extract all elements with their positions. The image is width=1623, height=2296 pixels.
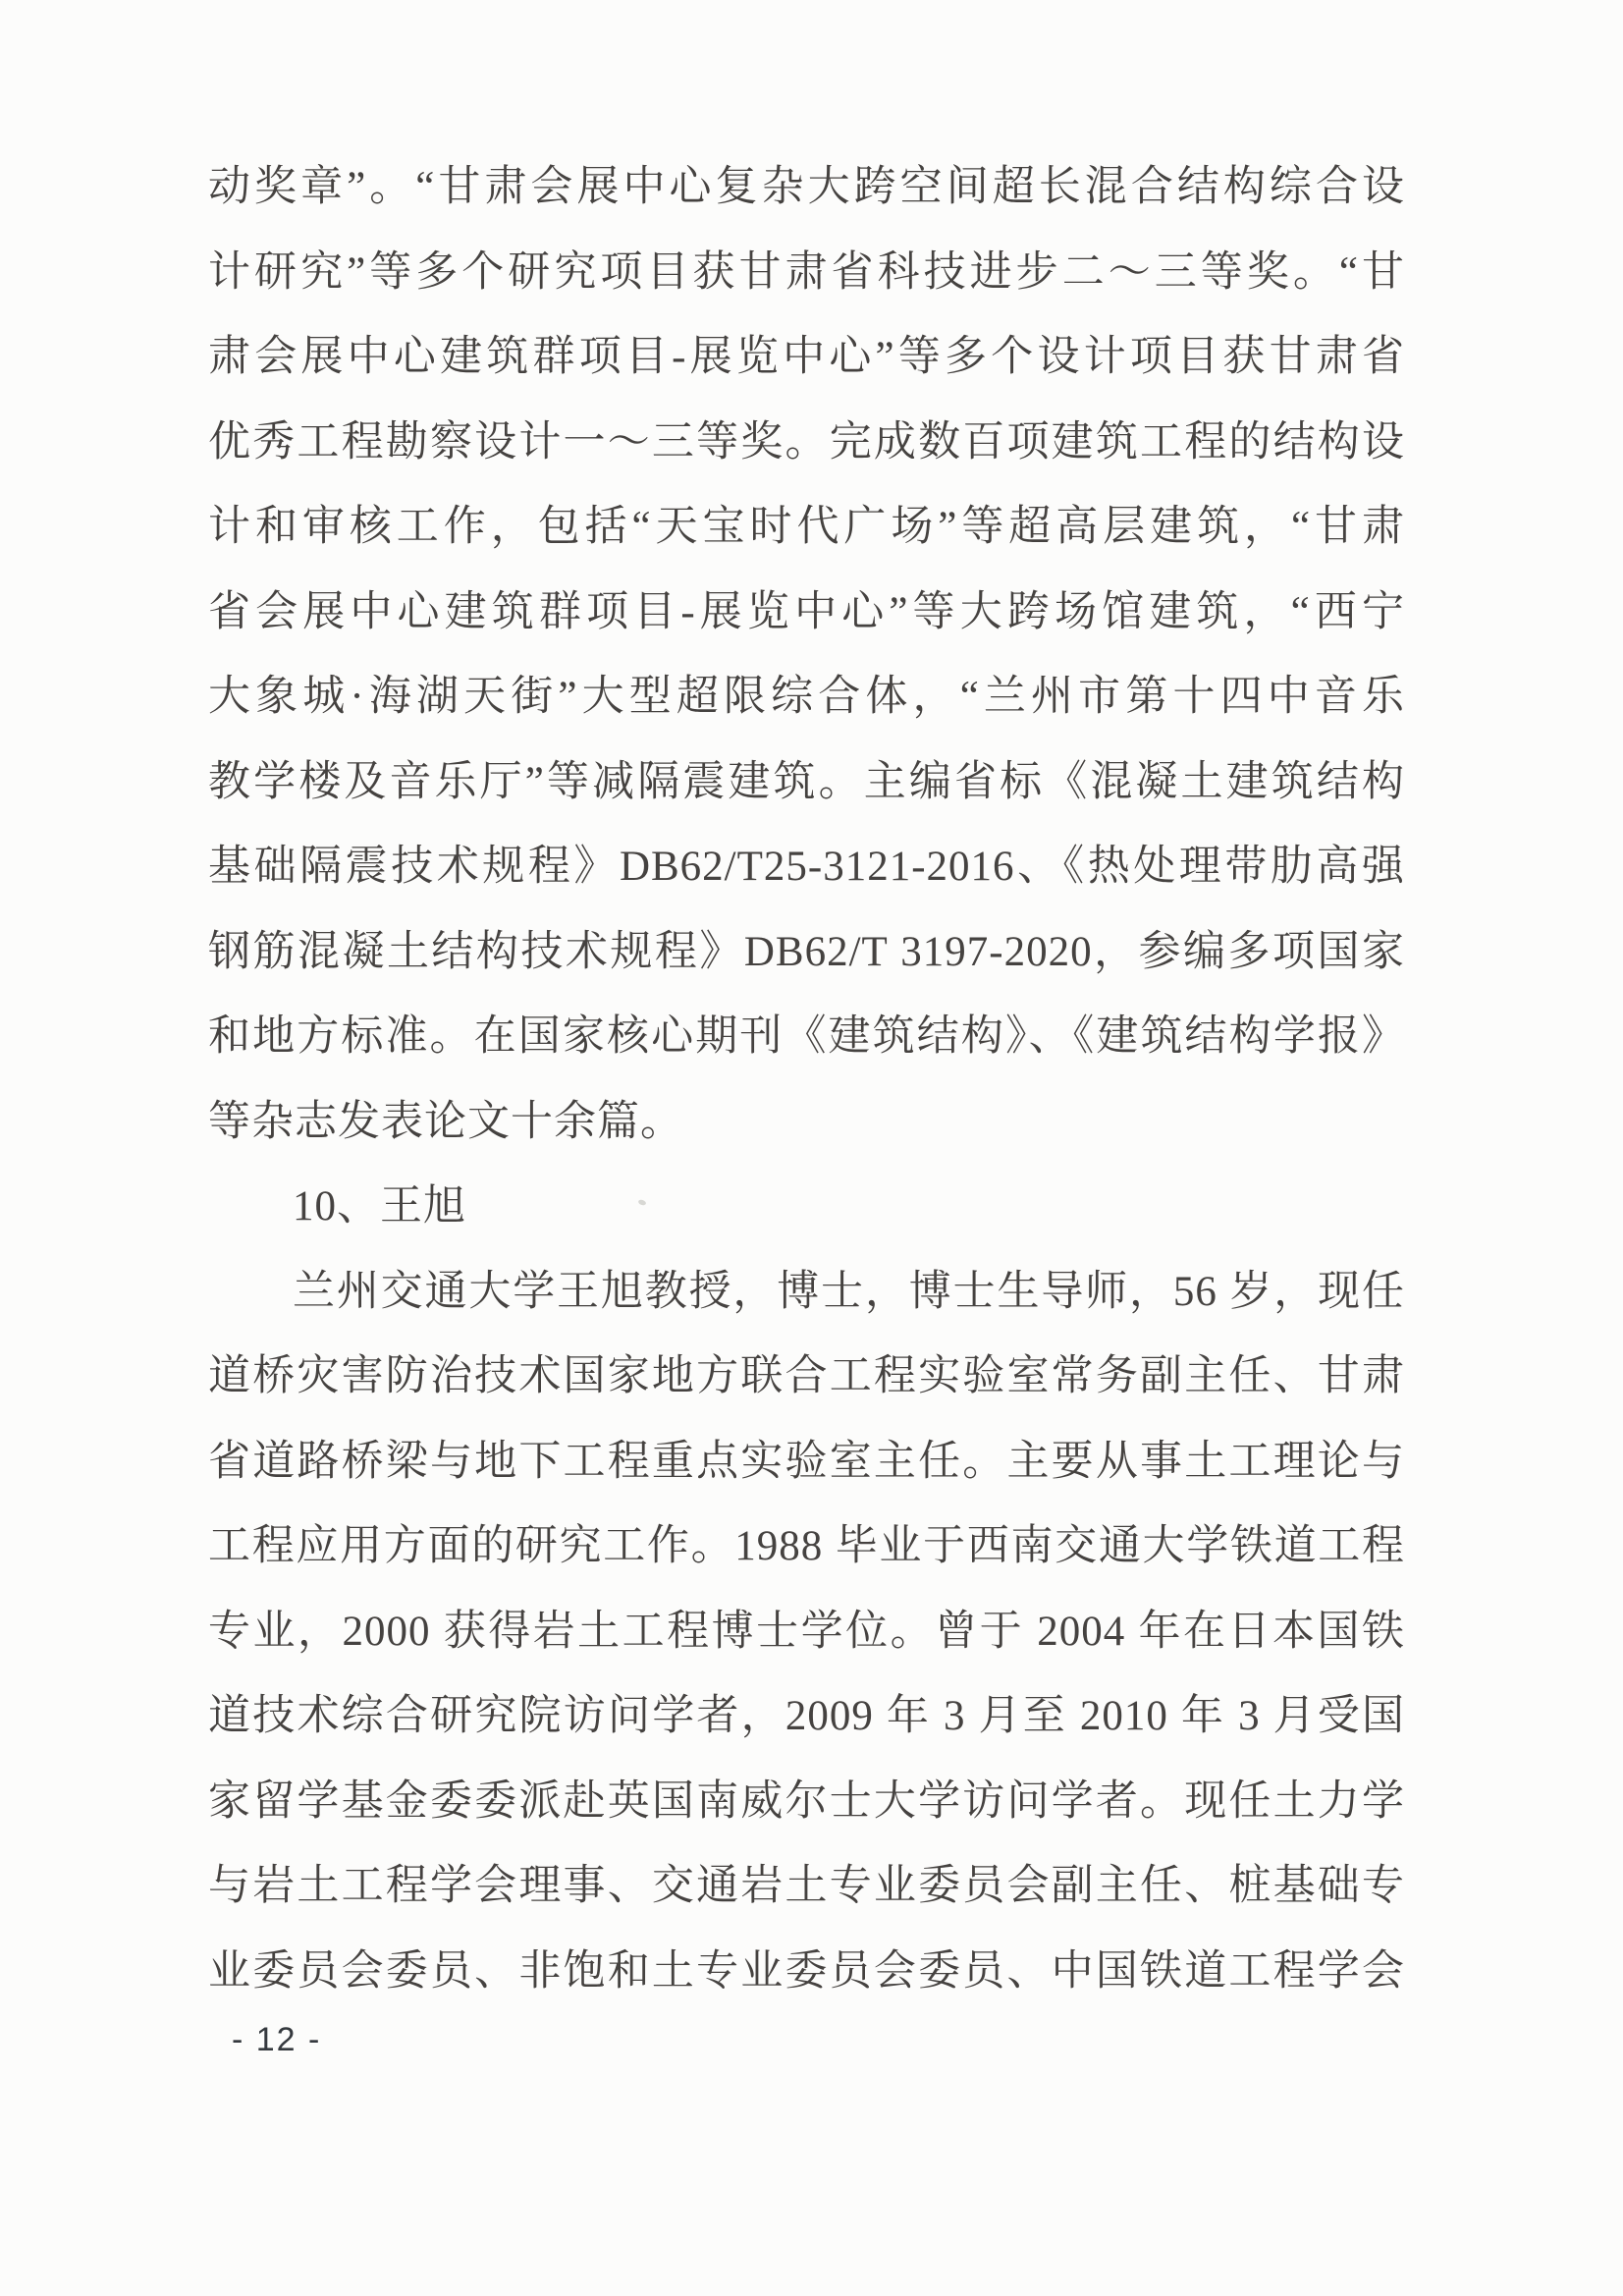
text-line: 道技术综合研究院访问学者，2009 年 3 月至 2010 年 3 月受国 [208,1693,1405,1739]
text-line: 基础隔震技术规程》DB62/T25-3121-2016、《热处理带肋高强 [208,844,1405,890]
text-line: 肃会展中心建筑群项目-展览中心”等多个设计项目获甘肃省 [208,334,1405,380]
text-line: 计研究”等多个研究项目获甘肃省科技进步二～三等奖。“甘 [208,248,1405,296]
text-line: 工程应用方面的研究工作。1988 毕业于西南交通大学铁道工程 [208,1523,1405,1569]
text-block [208,145,1405,2014]
text-line: 和地方标准。在国家核心期刊《建筑结构》、《建筑结构学报》 [208,1013,1405,1060]
text-line: 优秀工程勘察设计一～三等奖。完成数百项建筑工程的结构设 [208,418,1405,465]
text-line: 专业，2000 获得岩土工程博士学位。曾于 2004 年在日本国铁 [208,1608,1405,1655]
text-line: 等杂志发表论文十余篇。 [208,1098,683,1145]
text-line: 计和审核工作，包括“天宝时代广场”等超高层建筑，“甘肃 [208,504,1405,550]
text-line: 省会展中心建筑群项目-展览中心”等大跨场馆建筑，“西宁 [208,588,1405,635]
text-line: 钢筋混凝土结构技术规程》DB62/T 3197-2020，参编多项国家 [208,928,1405,975]
text-line: 与岩土工程学会理事、交通岩土专业委员会副主任、桩基础专 [208,1863,1405,1909]
text-line: 大象城·海湖天街”大型超限综合体，“兰州市第十四中音乐 [208,674,1405,720]
text-line: 省道路桥梁与地下工程重点实验室主任。主要从事土工理论与 [208,1438,1405,1485]
text-line: 教学楼及音乐厅”等减隔震建筑。主编省标《混凝土建筑结构 [208,758,1405,805]
page-number: - 12 - [232,2021,322,2058]
text-line: 10、王旭 [293,1183,466,1230]
text-line: 业委员会委员、非饱和土专业委员会委员、中国铁道工程学会 [208,1947,1405,1995]
text-line: 道桥灾害防治技术国家地方联合工程实验室常务副主任、甘肃 [208,1353,1405,1399]
text-line: 动奖章”。“甘肃会展中心复杂大跨空间超长混合结构综合设 [208,164,1405,210]
text-line: 兰州交通大学王旭教授，博士，博士生导师，56 岁，现任 [293,1268,1405,1315]
text-line: 家留学基金委委派赴英国南威尔士大学访问学者。现任土力学 [208,1777,1405,1825]
